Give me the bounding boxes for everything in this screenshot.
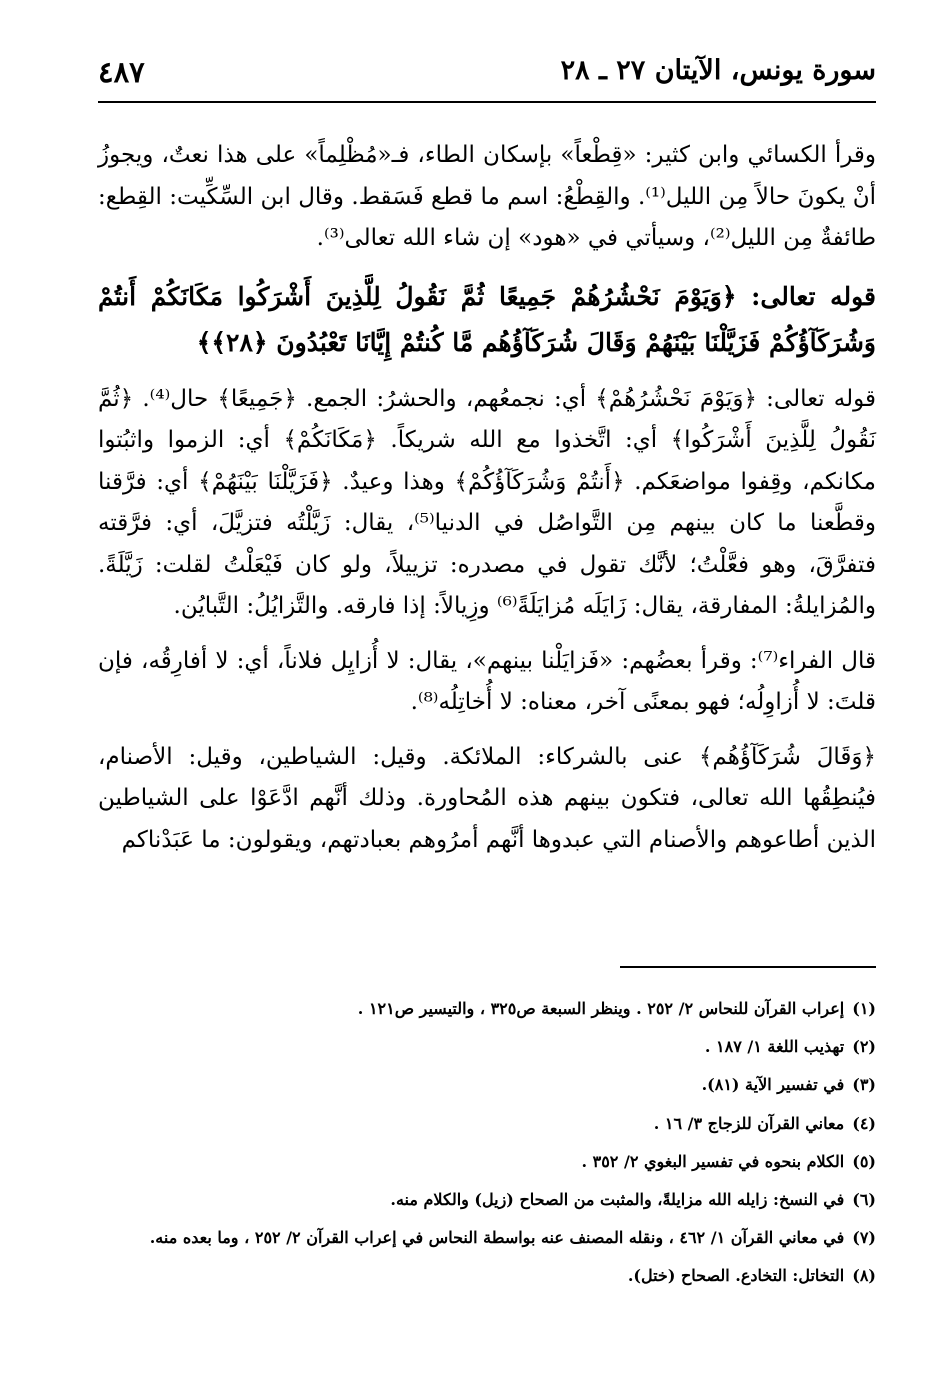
footnote: (٢)تهذيب اللغة ١/ ١٨٧ . — [704, 1037, 876, 1057]
footnote-divider — [620, 966, 876, 968]
quran-verse: قوله تعالى: ﴿وَيَوْمَ نَحْشُرُهُمْ جَمِيعًا ثُمَّ نَقُولُ لِلَّذِينَ أَشْرَكُوا مَكَانَكُمْ أَنتُمْ وَشُرَكَآؤُكُمْ فَزَيَّلْنَا بَيْنَهُمْ وَقَالَ شُرَكَآؤُهُم مَّا كُنتُمْ إِيَّانَا تَعْبُدُونَ ﴿٢٨﴾﴾ — [98, 281, 876, 357]
surah-title: سورة يونس، الآيتان ٢٧ ـ ٢٨ — [560, 55, 876, 86]
footnote: (٦)في النسخ: زايله الله مزايلةً، والمثبت من الصحاح (زيل) والكلام منه. — [390, 1190, 876, 1210]
paragraph-shuraka: ﴿وَقَالَ شُرَكَآؤُهُم﴾ عنى بالشركاء: الملائكة. وقيل: الشياطين، وقيل: الأصنام، فيُنطِقُها الله تعالى، فتكون بينهم هذه المُحاورة. وذلك أنَّهم ادَّعَوْا على الشياطين الذين أطاعوهم والأصنام التي عبدوها أنَّهم أمرُوهم بعبادتهم، ويقولون: ما عَبَدْناكم — [98, 743, 876, 853]
paragraph-qiraat: وقرأ الكسائي وابن كثير: «قِطْعاً» بإسكان الطاء، فـ«مُظْلِماً» على هذا نعتٌ، ويجوزُ أنْ يكونَ حالاً مِن الليل⁽¹⁾. والقِطْعُ: اسم ما قطع فَسَقط. وقال ابن السِّكِّيت: القِطع: طائفةٌ مِن الليل⁽²⁾، وسيأتي في «هود» إن شاء الله تعالى⁽³⁾. — [98, 142, 876, 251]
footnote: (٥)الكلام بنحوه في تفسير البغوي ٢/ ٣٥٢ . — [581, 1151, 876, 1171]
footnote: (١)إعراب القرآن للنحاس ٢/ ٢٥٢ . وينظر السبعة ص٣٢٥ ، والتيسير ص١٢١ . — [357, 999, 876, 1018]
footnote: (٨)التخاتل: التخادع. الصحاح (ختل). — [627, 1266, 876, 1286]
paragraph-farra: قال الفراء⁽⁷⁾: وقرأ بعضُهم: «فَزايَلْنا بينهم»، يقال: لا أُزايِل فلاناً، أي: لا أفارِقُه، فإن قلتَ: لا أُزاوِلُه؛ فهو بمعنًى آخر، معناه: لا أُخاتِلُه⁽⁸⁾. — [98, 647, 876, 715]
footnote: (٣)في تفسير الآية (٨١). — [701, 1075, 876, 1095]
footnote: (٧)في معاني القرآن ١/ ٤٦٢ ، ونقله المصنف عنه بواسطة النحاس في إعراب القرآن ٢/ ٢٥٢ ، وما بعده منه. — [149, 1228, 876, 1248]
page-header — [98, 55, 876, 103]
main-text — [98, 135, 876, 861]
footnotes — [98, 990, 876, 1296]
footnote: (٤)معاني القرآن للزجاج ٣/ ١٦ . — [653, 1113, 876, 1133]
paragraph-tafsir: قوله تعالى: ﴿وَيَوْمَ نَحْشُرُهُمْ﴾ أي: نجمعُهم، والحشرُ: الجمع. ﴿جَمِيعًا﴾ حال⁽⁴⁾. ﴿ثُمَّ نَقُولُ لِلَّذِينَ أَشْرَكُوا﴾ أي: اتَّخذوا مع الله شريكاً. ﴿مَكَانَكُمْ﴾ أي: الزموا واثبُتوا مكانكم، وقِفوا مواضعَكم. ﴿أَنتُمْ وَشُرَكَآؤُكُمْ﴾ وهذا وعيدٌ. ﴿فَزَيَّلْنَا بَيْنَهُمْ﴾ أي: فرَّقنا وقطَّعنا ما كان بينهم مِن التَّواصُل في الدنيا⁽⁵⁾، يقال: زَيَّلْتُه فتزيَّلَ، أي: فرَّقته فتفرَّقَ، وهو فعَّلْتُ؛ لأنَّك تقول في مصدره: تزييلاً، ولو كان فَيْعَلْتُ لقلت: زَيَّلَةً. والمُزايلةُ: المفارقة، يقال: زَايَلَه مُزايَلَةً⁽⁶⁾ وزِيالاً: إذا فارقه. والتَّزايُلُ: التَّبايُن. — [98, 385, 876, 619]
page-number: ٤٨٧ — [98, 55, 145, 89]
